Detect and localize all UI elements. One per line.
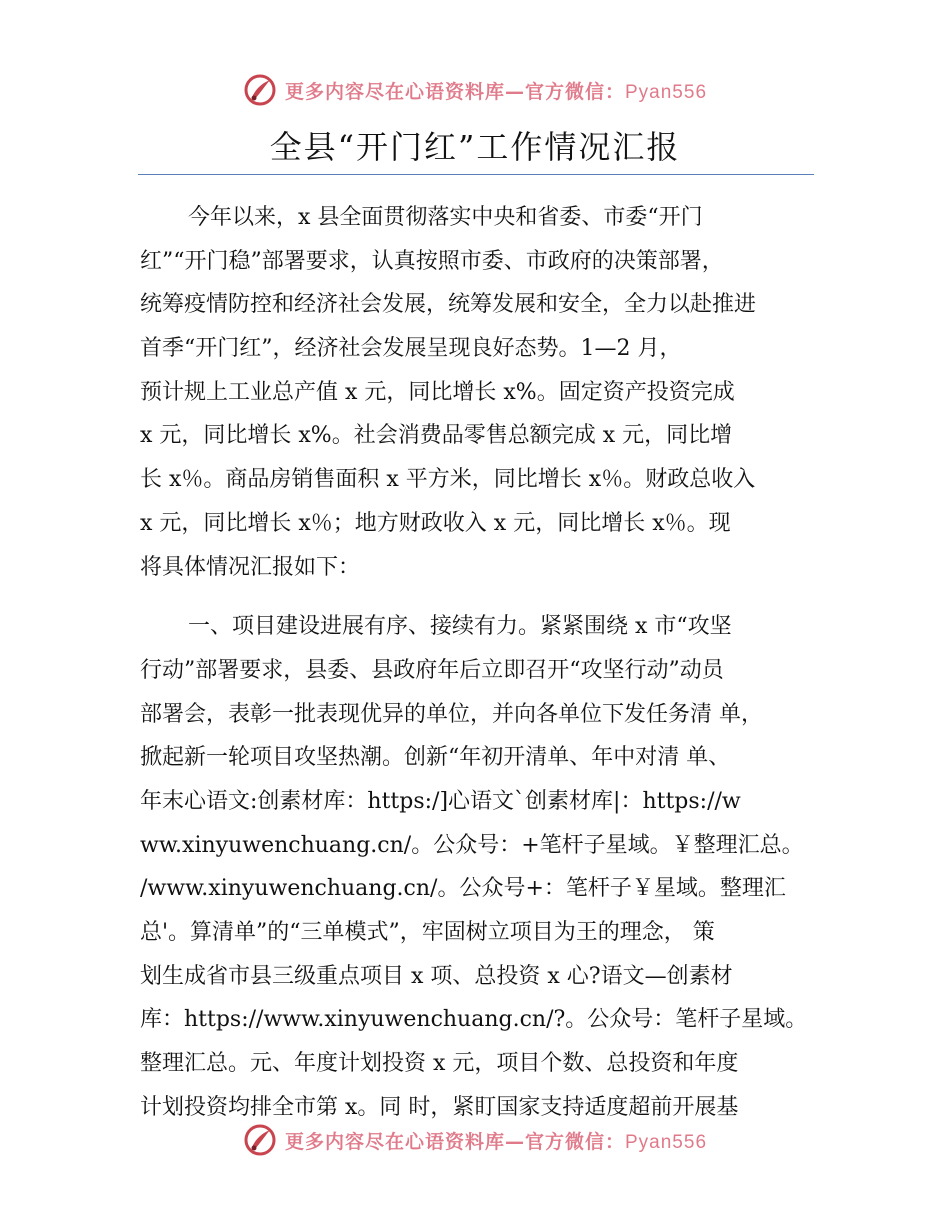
text-line: 将具体情况汇报如下： — [140, 554, 361, 580]
brush-logo-icon — [243, 73, 277, 107]
brush-logo-icon — [243, 1123, 277, 1157]
title-divider — [138, 174, 814, 175]
document-body — [140, 196, 840, 1129]
watermark-footer — [0, 1120, 950, 1160]
text-line: 年末心语文:创素材库：https:/]心语文`创素材库|：https://w — [140, 788, 741, 814]
text-line: 计划投资均排全市第 x。同 时，紧盯国家支持适度超前开展基 — [140, 1094, 739, 1120]
paragraph-intro — [140, 196, 840, 589]
document-title: 全县“开门红”工作情况汇报 — [269, 128, 681, 166]
paragraph-spacer — [140, 589, 840, 605]
text-line: 红”“开门稳”部署要求，认真按照市委、市政府的决策部署， — [140, 248, 724, 274]
text-line: 掀起新一轮项目攻坚热潮。创新“年初开清单、年中对清 单、 — [140, 745, 731, 771]
text-line: 整理汇总。元、年度计划投资 x 元，项目个数、总投资和年度 — [140, 1051, 739, 1077]
text-line: 预计规上工业总产值 x 元，同比增长 x%。固定资产投资完成 — [140, 379, 735, 405]
text-line: /www.xinyuwenchuang.cn/。公众号+：笔杆子￥星域。整理汇 — [140, 876, 786, 902]
paragraph-project-construction — [140, 605, 840, 1129]
text-line: 划生成省市县三级重点项目 x 项、总投资 x 心?语文—创素材 — [140, 963, 733, 989]
watermark-header — [0, 70, 950, 110]
text-line: 库：https://www.xinyuwenchuang.cn/?。公众号：笔杆子星域。 — [140, 1007, 808, 1033]
text-line: x 元，同比增长 x％；地方财政收入 x 元，同比增长 x％。现 — [140, 510, 731, 536]
watermark-text: 更多内容尽在心语资料库—官方微信：Pyan556 — [284, 1130, 708, 1153]
text-line: x 元，同比增长 x%。社会消费品零售总额完成 x 元，同比增 — [140, 423, 733, 449]
text-line: ww.xinyuwenchuang.cn/。公众号：+笔杆子星域。￥整理汇总。 — [140, 832, 804, 858]
text-line: 长 x％。商品房销售面积 x 平方米，同比增长 x％。财政总收入 — [140, 467, 756, 493]
text-line: 部署会，表彰一批表现优异的单位，并向各单位下发任务清 单， — [140, 701, 763, 727]
text-line: 行动”部署要求，县委、县政府年后立即召开“攻坚行动”动员 — [140, 657, 724, 683]
text-line: 今年以来，x 县全面贯彻落实中央和省委、市委“开门 — [188, 205, 703, 230]
text-line: 总'。算清单”的“三单模式”，牢固树立项目为王的理念， 策 — [140, 920, 715, 945]
watermark-text: 更多内容尽在心语资料库—官方微信：Pyan556 — [284, 80, 708, 103]
text-line: 统筹疫情防控和经济社会发展，统筹发展和安全，全力以赴推进 — [140, 292, 757, 318]
text-line: 首季“开门红”，经济社会发展呈现良好态势。1—2 月， — [140, 336, 682, 362]
text-line: 一、项目建设进展有序、接续有力。紧紧围绕 x 市“攻坚 — [188, 614, 732, 640]
